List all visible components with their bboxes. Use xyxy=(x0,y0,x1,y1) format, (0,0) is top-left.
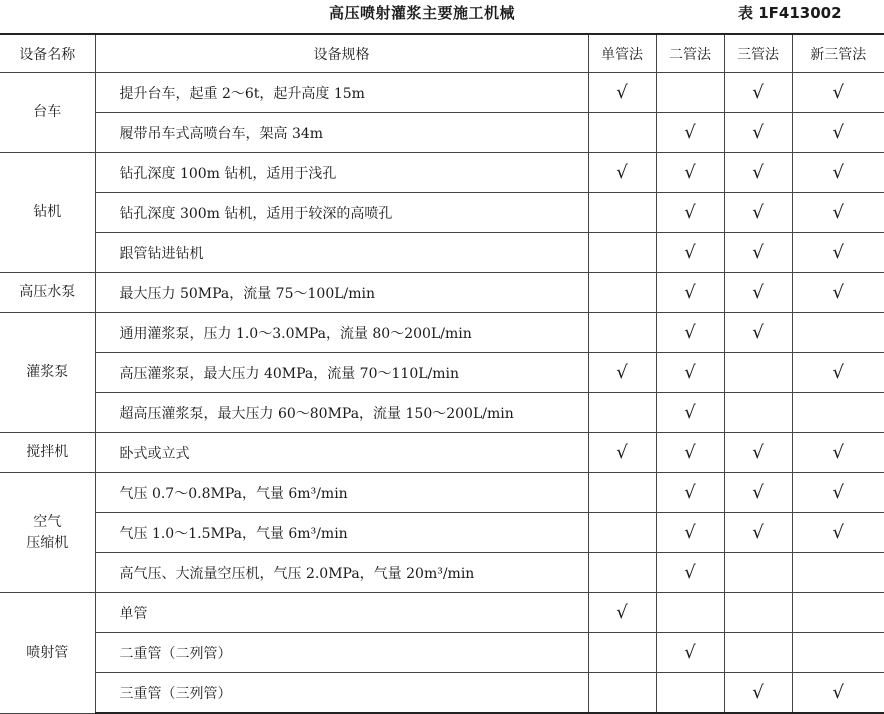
check-mark-icon: √ xyxy=(832,202,844,223)
check-cell xyxy=(792,633,884,673)
check-mark-icon: √ xyxy=(684,242,696,263)
check-cell xyxy=(724,313,792,353)
check-mark-icon: √ xyxy=(616,82,628,103)
check-cell xyxy=(792,153,884,193)
table-row xyxy=(0,513,884,553)
check-cell xyxy=(656,553,724,593)
header-equipment-name: 设备名称 xyxy=(0,34,95,73)
check-cell xyxy=(656,233,724,273)
check-cell xyxy=(588,313,656,353)
check-mark-icon: √ xyxy=(752,282,764,303)
table-row xyxy=(0,433,884,473)
equipment-spec-cell: 跟管钻进钻机 xyxy=(95,233,588,273)
check-mark-icon: √ xyxy=(616,602,628,623)
check-cell xyxy=(792,593,884,633)
header-equipment-spec: 设备规格 xyxy=(95,34,588,73)
check-cell xyxy=(792,553,884,593)
table-title: 高压喷射灌浆主要施工机械 xyxy=(329,4,516,22)
check-cell xyxy=(588,353,656,393)
check-mark-icon: √ xyxy=(684,202,696,223)
check-cell xyxy=(588,473,656,513)
check-cell xyxy=(792,473,884,513)
table-row xyxy=(0,473,884,513)
check-cell xyxy=(588,113,656,153)
check-mark-icon: √ xyxy=(832,682,844,703)
check-mark-icon: √ xyxy=(832,162,844,183)
check-mark-icon: √ xyxy=(752,242,764,263)
equipment-name-cell: 搅拌机 xyxy=(0,433,95,473)
check-cell xyxy=(724,353,792,393)
check-cell xyxy=(656,673,724,714)
check-mark-icon: √ xyxy=(752,322,764,343)
check-cell xyxy=(656,473,724,513)
equipment-name-line: 空气 xyxy=(33,514,62,531)
check-cell xyxy=(656,313,724,353)
equipment-spec-cell: 卧式或立式 xyxy=(95,433,588,473)
check-mark-icon: √ xyxy=(752,202,764,223)
header-new-triple-pipe: 新三管法 xyxy=(792,34,884,73)
check-cell xyxy=(588,73,656,113)
equipment-spec-cell: 气压 0.7～0.8MPa，气量 6m³/min xyxy=(95,473,588,513)
check-cell xyxy=(724,553,792,593)
check-mark-icon: √ xyxy=(684,482,696,503)
table-row xyxy=(0,113,884,153)
check-cell xyxy=(656,153,724,193)
table-number: 表 1F413002 xyxy=(738,4,842,22)
check-cell xyxy=(656,633,724,673)
check-cell xyxy=(656,113,724,153)
check-cell xyxy=(588,513,656,553)
check-mark-icon: √ xyxy=(752,82,764,103)
table-row xyxy=(0,553,884,593)
table-row xyxy=(0,313,884,353)
check-cell xyxy=(724,473,792,513)
equipment-spec-cell: 超高压灌浆泵，最大压力 60～80MPa，流量 150～200L/min xyxy=(95,393,588,433)
table-row xyxy=(0,273,884,313)
check-cell xyxy=(588,273,656,313)
check-cell xyxy=(792,113,884,153)
check-cell xyxy=(724,393,792,433)
equipment-spec-cell: 钻孔深度 300m 钻机，适用于较深的高喷孔 xyxy=(95,193,588,233)
equipment-table xyxy=(0,33,884,714)
check-cell xyxy=(656,353,724,393)
check-cell xyxy=(724,633,792,673)
check-mark-icon: √ xyxy=(684,122,696,143)
check-mark-icon: √ xyxy=(752,522,764,543)
check-cell xyxy=(724,593,792,633)
check-cell xyxy=(656,393,724,433)
check-cell xyxy=(656,433,724,473)
check-cell xyxy=(656,273,724,313)
equipment-name-line: 压缩机 xyxy=(26,534,69,551)
check-cell xyxy=(656,73,724,113)
check-mark-icon: √ xyxy=(616,442,628,463)
table-row xyxy=(0,193,884,233)
check-cell xyxy=(724,113,792,153)
check-mark-icon: √ xyxy=(832,242,844,263)
check-mark-icon: √ xyxy=(684,362,696,383)
check-cell xyxy=(588,553,656,593)
equipment-spec-cell: 履带吊车式高喷台车，架高 34m xyxy=(95,113,588,153)
check-mark-icon: √ xyxy=(832,362,844,383)
equipment-spec-cell: 单管 xyxy=(95,593,588,633)
check-mark-icon: √ xyxy=(752,482,764,503)
check-cell xyxy=(792,393,884,433)
table-row xyxy=(0,633,884,673)
check-cell xyxy=(792,353,884,393)
check-cell xyxy=(792,73,884,113)
check-cell xyxy=(724,433,792,473)
check-cell xyxy=(724,233,792,273)
check-cell xyxy=(724,513,792,553)
check-cell xyxy=(588,433,656,473)
equipment-spec-cell: 通用灌浆泵，压力 1.0～3.0MPa，流量 80～200L/min xyxy=(95,313,588,353)
equipment-spec-cell: 最大压力 50MPa，流量 75～100L/min xyxy=(95,273,588,313)
header-triple-pipe: 三管法 xyxy=(724,34,792,73)
check-cell xyxy=(792,433,884,473)
check-cell xyxy=(656,593,724,633)
check-cell xyxy=(588,593,656,633)
equipment-name-cell: 钻机 xyxy=(0,153,95,273)
equipment-spec-cell: 高气压、大流量空压机，气压 2.0MPa，气量 20m³/min xyxy=(95,553,588,593)
table-row xyxy=(0,393,884,433)
equipment-name-cell: 高压水泵 xyxy=(0,273,95,313)
check-cell xyxy=(588,673,656,714)
equipment-spec-cell: 三重管（三列管） xyxy=(95,673,588,714)
equipment-spec-cell: 高压灌浆泵，最大压力 40MPa，流量 70～110L/min xyxy=(95,353,588,393)
table-row xyxy=(0,353,884,393)
check-cell xyxy=(588,233,656,273)
check-cell xyxy=(588,153,656,193)
equipment-spec-cell: 提升台车，起重 2～6t，起升高度 15m xyxy=(95,73,588,113)
check-cell xyxy=(792,273,884,313)
check-cell xyxy=(724,153,792,193)
check-cell xyxy=(724,73,792,113)
equipment-spec-cell: 气压 1.0～1.5MPa，气量 6m³/min xyxy=(95,513,588,553)
check-cell xyxy=(792,313,884,353)
check-cell xyxy=(724,193,792,233)
equipment-name-cell xyxy=(0,473,95,593)
check-cell xyxy=(588,393,656,433)
check-mark-icon: √ xyxy=(684,322,696,343)
table-row xyxy=(0,233,884,273)
check-mark-icon: √ xyxy=(832,122,844,143)
check-mark-icon: √ xyxy=(752,442,764,463)
check-cell xyxy=(792,513,884,553)
check-cell xyxy=(724,673,792,714)
check-cell xyxy=(588,193,656,233)
check-mark-icon: √ xyxy=(684,162,696,183)
header-double-pipe: 二管法 xyxy=(656,34,724,73)
table-row xyxy=(0,153,884,193)
check-cell xyxy=(656,193,724,233)
check-mark-icon: √ xyxy=(752,122,764,143)
equipment-spec-cell: 钻孔深度 100m 钻机，适用于浅孔 xyxy=(95,153,588,193)
check-mark-icon: √ xyxy=(832,82,844,103)
check-mark-icon: √ xyxy=(752,682,764,703)
check-cell xyxy=(588,633,656,673)
check-cell xyxy=(792,673,884,714)
check-mark-icon: √ xyxy=(616,362,628,383)
table-row xyxy=(0,73,884,113)
check-cell xyxy=(656,513,724,553)
check-mark-icon: √ xyxy=(684,402,696,423)
check-mark-icon: √ xyxy=(832,282,844,303)
table-row xyxy=(0,593,884,633)
equipment-name-cell: 喷射管 xyxy=(0,593,95,714)
header-single-pipe: 单管法 xyxy=(588,34,656,73)
check-cell xyxy=(792,193,884,233)
check-cell xyxy=(724,273,792,313)
check-mark-icon: √ xyxy=(832,442,844,463)
check-mark-icon: √ xyxy=(684,522,696,543)
table-body xyxy=(0,73,884,714)
header-row xyxy=(0,34,884,73)
check-mark-icon: √ xyxy=(832,482,844,503)
check-mark-icon: √ xyxy=(684,562,696,583)
check-mark-icon: √ xyxy=(684,642,696,663)
equipment-name-cell: 灌浆泵 xyxy=(0,313,95,433)
check-mark-icon: √ xyxy=(684,282,696,303)
table-row xyxy=(0,673,884,714)
equipment-name-cell: 台车 xyxy=(0,73,95,153)
check-mark-icon: √ xyxy=(752,162,764,183)
check-cell xyxy=(792,233,884,273)
check-mark-icon: √ xyxy=(832,522,844,543)
check-mark-icon: √ xyxy=(684,442,696,463)
equipment-spec-cell: 二重管（二列管） xyxy=(95,633,588,673)
check-mark-icon: √ xyxy=(616,162,628,183)
